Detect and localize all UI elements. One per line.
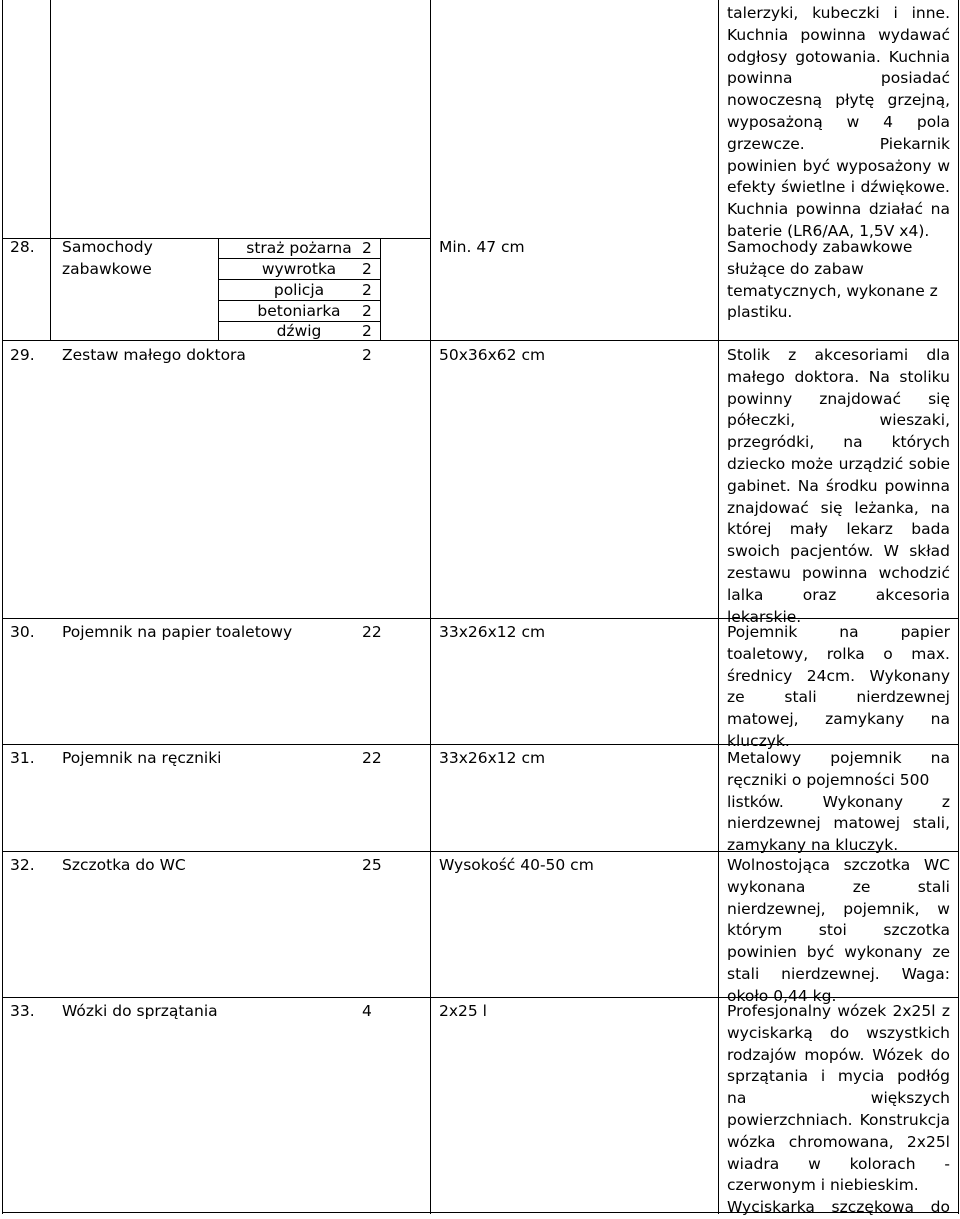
desc-line: stali nierdzewnej. Waga:: [727, 964, 950, 983]
desc-line: matowej, zamykany na: [727, 710, 950, 729]
row31-size: 33x26x12 cm: [439, 749, 546, 767]
desc-line: półeczki, wieszaki,: [727, 411, 950, 430]
row29-name: Zestaw małego doktora: [62, 346, 246, 364]
desc-line: zestawu powinna wchodzić: [727, 563, 950, 582]
subtable-item-qty: 2: [362, 239, 372, 257]
row27-description: [727, 3, 950, 243]
desc-line: baterie (LR6/AA, 1,5V x4).: [727, 221, 930, 240]
desc-line: tematycznych, wykonane z: [727, 281, 938, 300]
row33-name: Wózki do sprzątania: [62, 1002, 218, 1020]
desc-line: Stolik z akcesoriami dla: [727, 346, 950, 364]
table-border-left: [2, 0, 3, 1214]
row30-qty: 22: [362, 623, 382, 641]
desc-line: zamykany na kluczyk.: [727, 836, 899, 855]
subtable-item-name: policja: [273, 281, 325, 299]
row31-description: [727, 748, 950, 857]
desc-line: Profesjonalny wózek 2x25l z: [727, 1002, 950, 1020]
desc-line: powinien być wyposażony w: [727, 156, 950, 175]
row29-size: 50x36x62 cm: [439, 346, 546, 364]
desc-line: wykonana ze stali: [727, 877, 950, 896]
row33-number: 33.: [10, 1002, 35, 1020]
desc-line: Wyciskarka szczękowa do: [727, 1198, 950, 1217]
desc-line: nowoczesną płytę grzejną,: [727, 91, 950, 110]
desc-line: wózka chromowana, 2x25l: [727, 1132, 950, 1151]
subtable-item-name: straż pożarna: [246, 239, 352, 257]
row33-size: 2x25 l: [439, 1002, 487, 1020]
row30-name: Pojemnik na papier toaletowy: [62, 623, 293, 641]
desc-line: ze stali nierdzewnej: [727, 688, 950, 707]
desc-line: Wolnostojąca szczotka WC: [727, 856, 950, 874]
desc-line: przegródki, na których: [727, 433, 950, 452]
subtable-item-qty: 2: [362, 322, 372, 340]
desc-line: na większych: [727, 1089, 950, 1108]
row32-qty: 25: [362, 856, 382, 874]
col-divider-number: [50, 0, 51, 340]
desc-line: którym stoi szczotka: [727, 921, 950, 940]
row-border-28: [2, 340, 958, 341]
desc-line: swoich pacjentów. W skład: [727, 542, 950, 561]
desc-line: powinny znajdować się: [727, 389, 950, 408]
subtable-right: [380, 238, 381, 340]
subtable-item-name: dźwig: [276, 322, 322, 340]
subtable-item-name: betoniarka: [257, 302, 341, 320]
row33-description: [727, 1001, 950, 1219]
desc-line: około 0,44 kg.: [727, 986, 837, 1005]
desc-line: powinien być wykonany ze: [727, 943, 950, 962]
row28-name-line2: zabawkowe: [62, 260, 152, 278]
row32-size: Wysokość 40-50 cm: [439, 856, 594, 874]
row29-qty: 2: [362, 346, 372, 364]
desc-line: Samochody zabawkowe: [727, 238, 913, 256]
col-divider-size: [430, 340, 431, 1214]
subtable-item-qty: 2: [362, 302, 372, 320]
desc-line: dziecko może urządzić sobie: [727, 454, 950, 473]
row32-name: Szczotka do WC: [62, 856, 186, 874]
row28-description: [727, 237, 950, 324]
row30-number: 30.: [10, 623, 35, 641]
desc-line: służące do zabaw: [727, 259, 864, 278]
desc-line: talerzyki, kubeczki i inne.: [727, 4, 950, 22]
desc-line: sprzątania i mycia podłóg: [727, 1067, 950, 1086]
desc-line: Kuchnia powinna działać na: [727, 200, 950, 219]
desc-line: grzewcze. Piekarnik: [727, 134, 950, 153]
row30-size: 33x26x12 cm: [439, 623, 546, 641]
table-border-right: [958, 0, 959, 1214]
desc-line: średnicy 24cm. Wykonany: [727, 666, 950, 685]
desc-line: powinna posiadać: [727, 69, 950, 88]
row29-description: [727, 345, 950, 628]
desc-line: toaletowy, rolka o max.: [727, 644, 950, 663]
desc-line: wyposażoną w 4 pola: [727, 112, 950, 131]
desc-line: małego doktora. Na stoliku: [727, 367, 950, 386]
row31-qty: 22: [362, 749, 382, 767]
desc-line: listków. Wykonany z: [727, 792, 950, 811]
col-divider-size-top: [430, 0, 431, 340]
desc-line: nierdzewnej, pojemnik, w: [727, 899, 950, 918]
row33-qty: 4: [362, 1002, 372, 1020]
desc-line: kluczyk.: [727, 731, 790, 750]
desc-line: gabinet. Na środku powinna: [727, 476, 950, 495]
desc-line: odgłosy gotowania. Kuchnia: [727, 47, 950, 66]
desc-line: czerwonym i niebieskim.: [727, 1176, 919, 1195]
row28-name-line1: Samochody: [62, 238, 153, 256]
row31-name: Pojemnik na ręczniki: [62, 749, 222, 767]
desc-line: plastiku.: [727, 303, 793, 322]
col-divider-desc: [718, 0, 719, 1214]
desc-line: znajdować się leżanka, na: [727, 498, 950, 517]
row28-size: Min. 47 cm: [439, 238, 525, 256]
desc-line: Metalowy pojemnik na: [727, 749, 950, 767]
desc-line: lekarskie.: [727, 607, 802, 626]
subtable-item-qty: 2: [362, 281, 372, 299]
desc-line: Kuchnia powinna wydawać: [727, 25, 950, 44]
subtable-item-qty: 2: [362, 260, 372, 278]
desc-line: efekty świetlne i dźwiękowe.: [727, 178, 950, 197]
row32-description: [727, 855, 950, 1008]
row30-description: [727, 622, 950, 753]
desc-line: Pojemnik na papier: [727, 623, 950, 641]
desc-line: wiadra w kolorach -: [727, 1154, 950, 1173]
row28-number: 28.: [10, 238, 35, 256]
desc-line: ręczniki o pojemności 500: [727, 770, 930, 789]
subtable-item-name: wywrotka: [261, 260, 337, 278]
desc-line: wyciskarką do wszystkich: [727, 1023, 950, 1042]
row31-number: 31.: [10, 749, 35, 767]
desc-line: której mały lekarz bada: [727, 520, 950, 539]
desc-line: lalka oraz akcesoria: [727, 585, 950, 604]
row32-number: 32.: [10, 856, 35, 874]
row29-number: 29.: [10, 346, 35, 364]
desc-line: powierzchniach. Konstrukcja: [727, 1110, 950, 1129]
desc-line: nierdzewnej matowej stali,: [727, 814, 950, 833]
desc-line: rodzajów mopów. Wózek do: [727, 1045, 950, 1064]
